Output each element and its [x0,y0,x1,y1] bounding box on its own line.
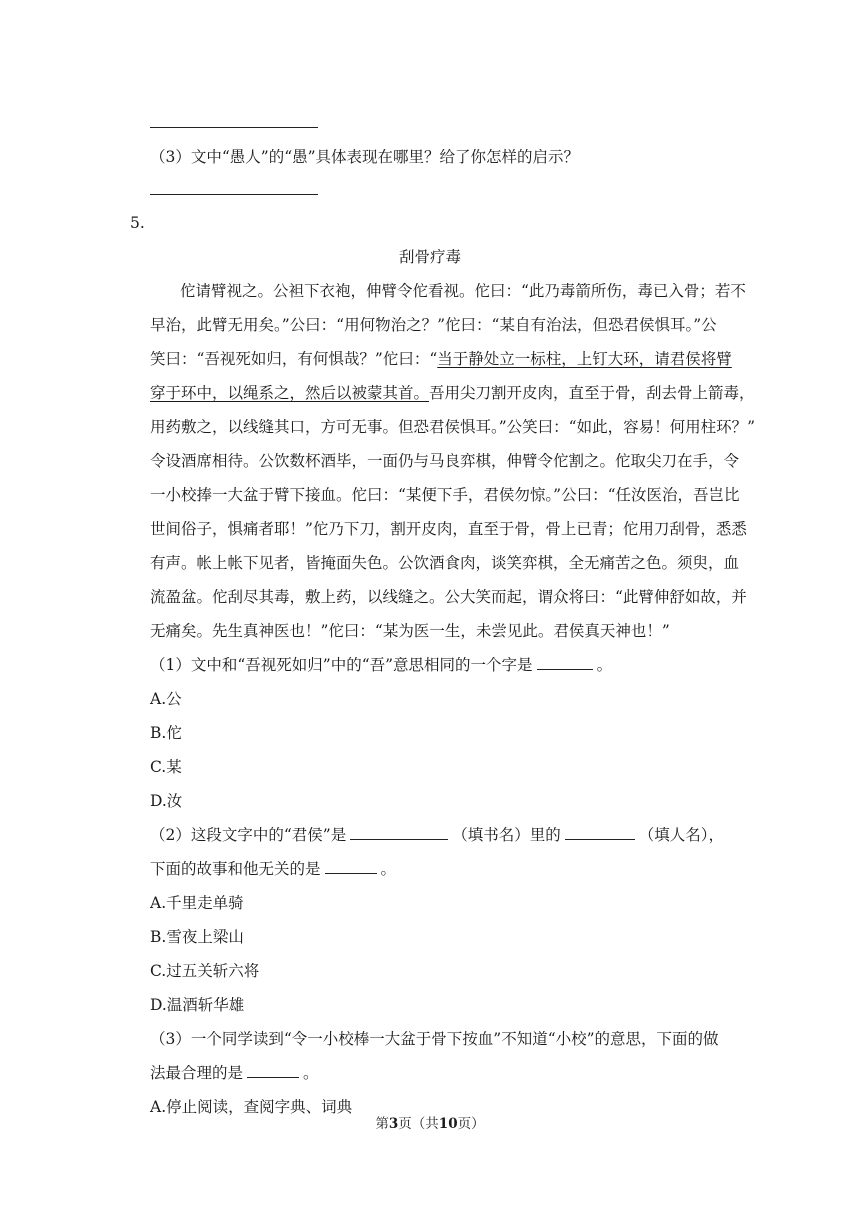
question-2-end: 。 [380,860,397,878]
passage-line [150,383,755,403]
option: D.汝 [150,792,183,810]
question-2-stem: （2）这段文字中的“君侯”是 [150,826,347,844]
passage-text: 吾用尖刀割开皮肉，直至于骨，刮去骨上箭毒， [429,384,755,402]
answer-line-top [150,127,318,128]
question-2-stem: （填书名）里的 [452,826,561,844]
page-footer [0,1112,860,1132]
answer-blank[interactable] [537,655,593,670]
passage-line: 令设酒席相待。公饮数杯酒毕，一面仍与马良弈棋，伸臂令佗割之。佗取尖刀在手，令 [150,452,740,470]
answer-blank[interactable] [247,1063,299,1078]
underlined-sentence: 当于静处立一标柱，上钉大环，请君侯将臂 [437,350,732,368]
option: A.千里走单骑 [150,894,244,912]
question-number: 5. [130,214,145,232]
passage-line: 佗请臂视之。公袒下衣袍，伸臂令佗看视。佗曰：“此乃毒箭所伤，毒已入骨；若不 [180,282,746,300]
question-3-continued [150,1063,319,1083]
question-2-continued [150,859,396,879]
answer-blank[interactable] [565,825,635,840]
page-number: 3 [388,1116,399,1132]
question-2 [150,825,724,845]
passage-line: 有声。帐上帐下见者，皆掩面失色。公饮酒食肉，谈笑弈棋，全无痛苦之色。须臾，血 [150,554,740,572]
passage-line: 用药敷之，以线缝其口，方可无事。但恐君侯惧耳。”公笑曰：“如此，容易！何用柱环？” [150,418,756,436]
question-3: （3）一个同学读到“令一小校棒一大盆于骨下按血”不知道“小校”的意思，下面的做 [150,1030,719,1048]
passage-line [150,349,732,369]
question-3-end: 。 [303,1064,319,1082]
option: D.温酒斩华雄 [150,996,245,1014]
underlined-sentence: 穿于环中，以绳系之，然后以被蒙其首。 [150,384,430,402]
question-3-stem: 法最合理的是 [150,1064,244,1082]
footer-text: 页（共 [398,1116,439,1132]
question-2-stem: 下面的故事和他无关的是 [150,860,321,878]
question-1 [150,655,612,675]
passage-line: 无痛矣。先生真神医也！”佗曰：“某为医一生，未尝见此。君侯真天神也！” [150,622,670,640]
answer-line-q3-previous [150,194,318,195]
option: B.佗 [150,724,182,742]
question-1-end: 。 [596,656,613,674]
passage-line: 一小校捧一大盆于臂下接血。佗曰：“某便下手，君侯勿惊。”公曰：“任汝医治，吾岂比 [150,486,740,504]
total-pages: 10 [438,1116,458,1132]
option: A.停止阅读，查阅字典、词典 [150,1098,353,1116]
question-2-stem: （填人名）， [638,826,724,844]
passage-title: 刮骨疗毒 [398,248,461,266]
option: B.雪夜上梁山 [150,928,244,946]
passage-text: 笑曰：“吾视死如归，有何惧哉？”佗曰：“ [150,350,438,368]
answer-blank[interactable] [350,825,448,840]
option: C.过五关斩六将 [150,962,260,980]
footer-text: 页） [457,1116,485,1132]
question-1-stem: （1）文中和“吾视死如归”中的“吾”意思相同的一个字是 [150,656,533,674]
passage-line: 世间俗子，惧痛者耶！”佗乃下刀，割开皮肉，直至于骨，骨上已青；佗用刀刮骨，悉悉 [150,520,747,538]
answer-blank[interactable] [325,859,377,874]
passage-line: 早治，此臂无用矣。”公曰：“用何物治之？”佗曰：“某自有治法，但恐君侯惧耳。”公 [150,316,717,334]
question-3-previous: （3）文中“愚人”的“愚”具体表现在哪里？给了你怎样的启示？ [150,148,580,166]
passage-line: 流盈盆。佗刮尽其毒，敷上药，以线缝之。公大笑而起，谓众将曰：“此臂伸舒如故，并 [150,588,747,606]
option: A.公 [150,690,182,708]
footer-text: 第 [375,1116,389,1132]
option: C.某 [150,758,182,776]
